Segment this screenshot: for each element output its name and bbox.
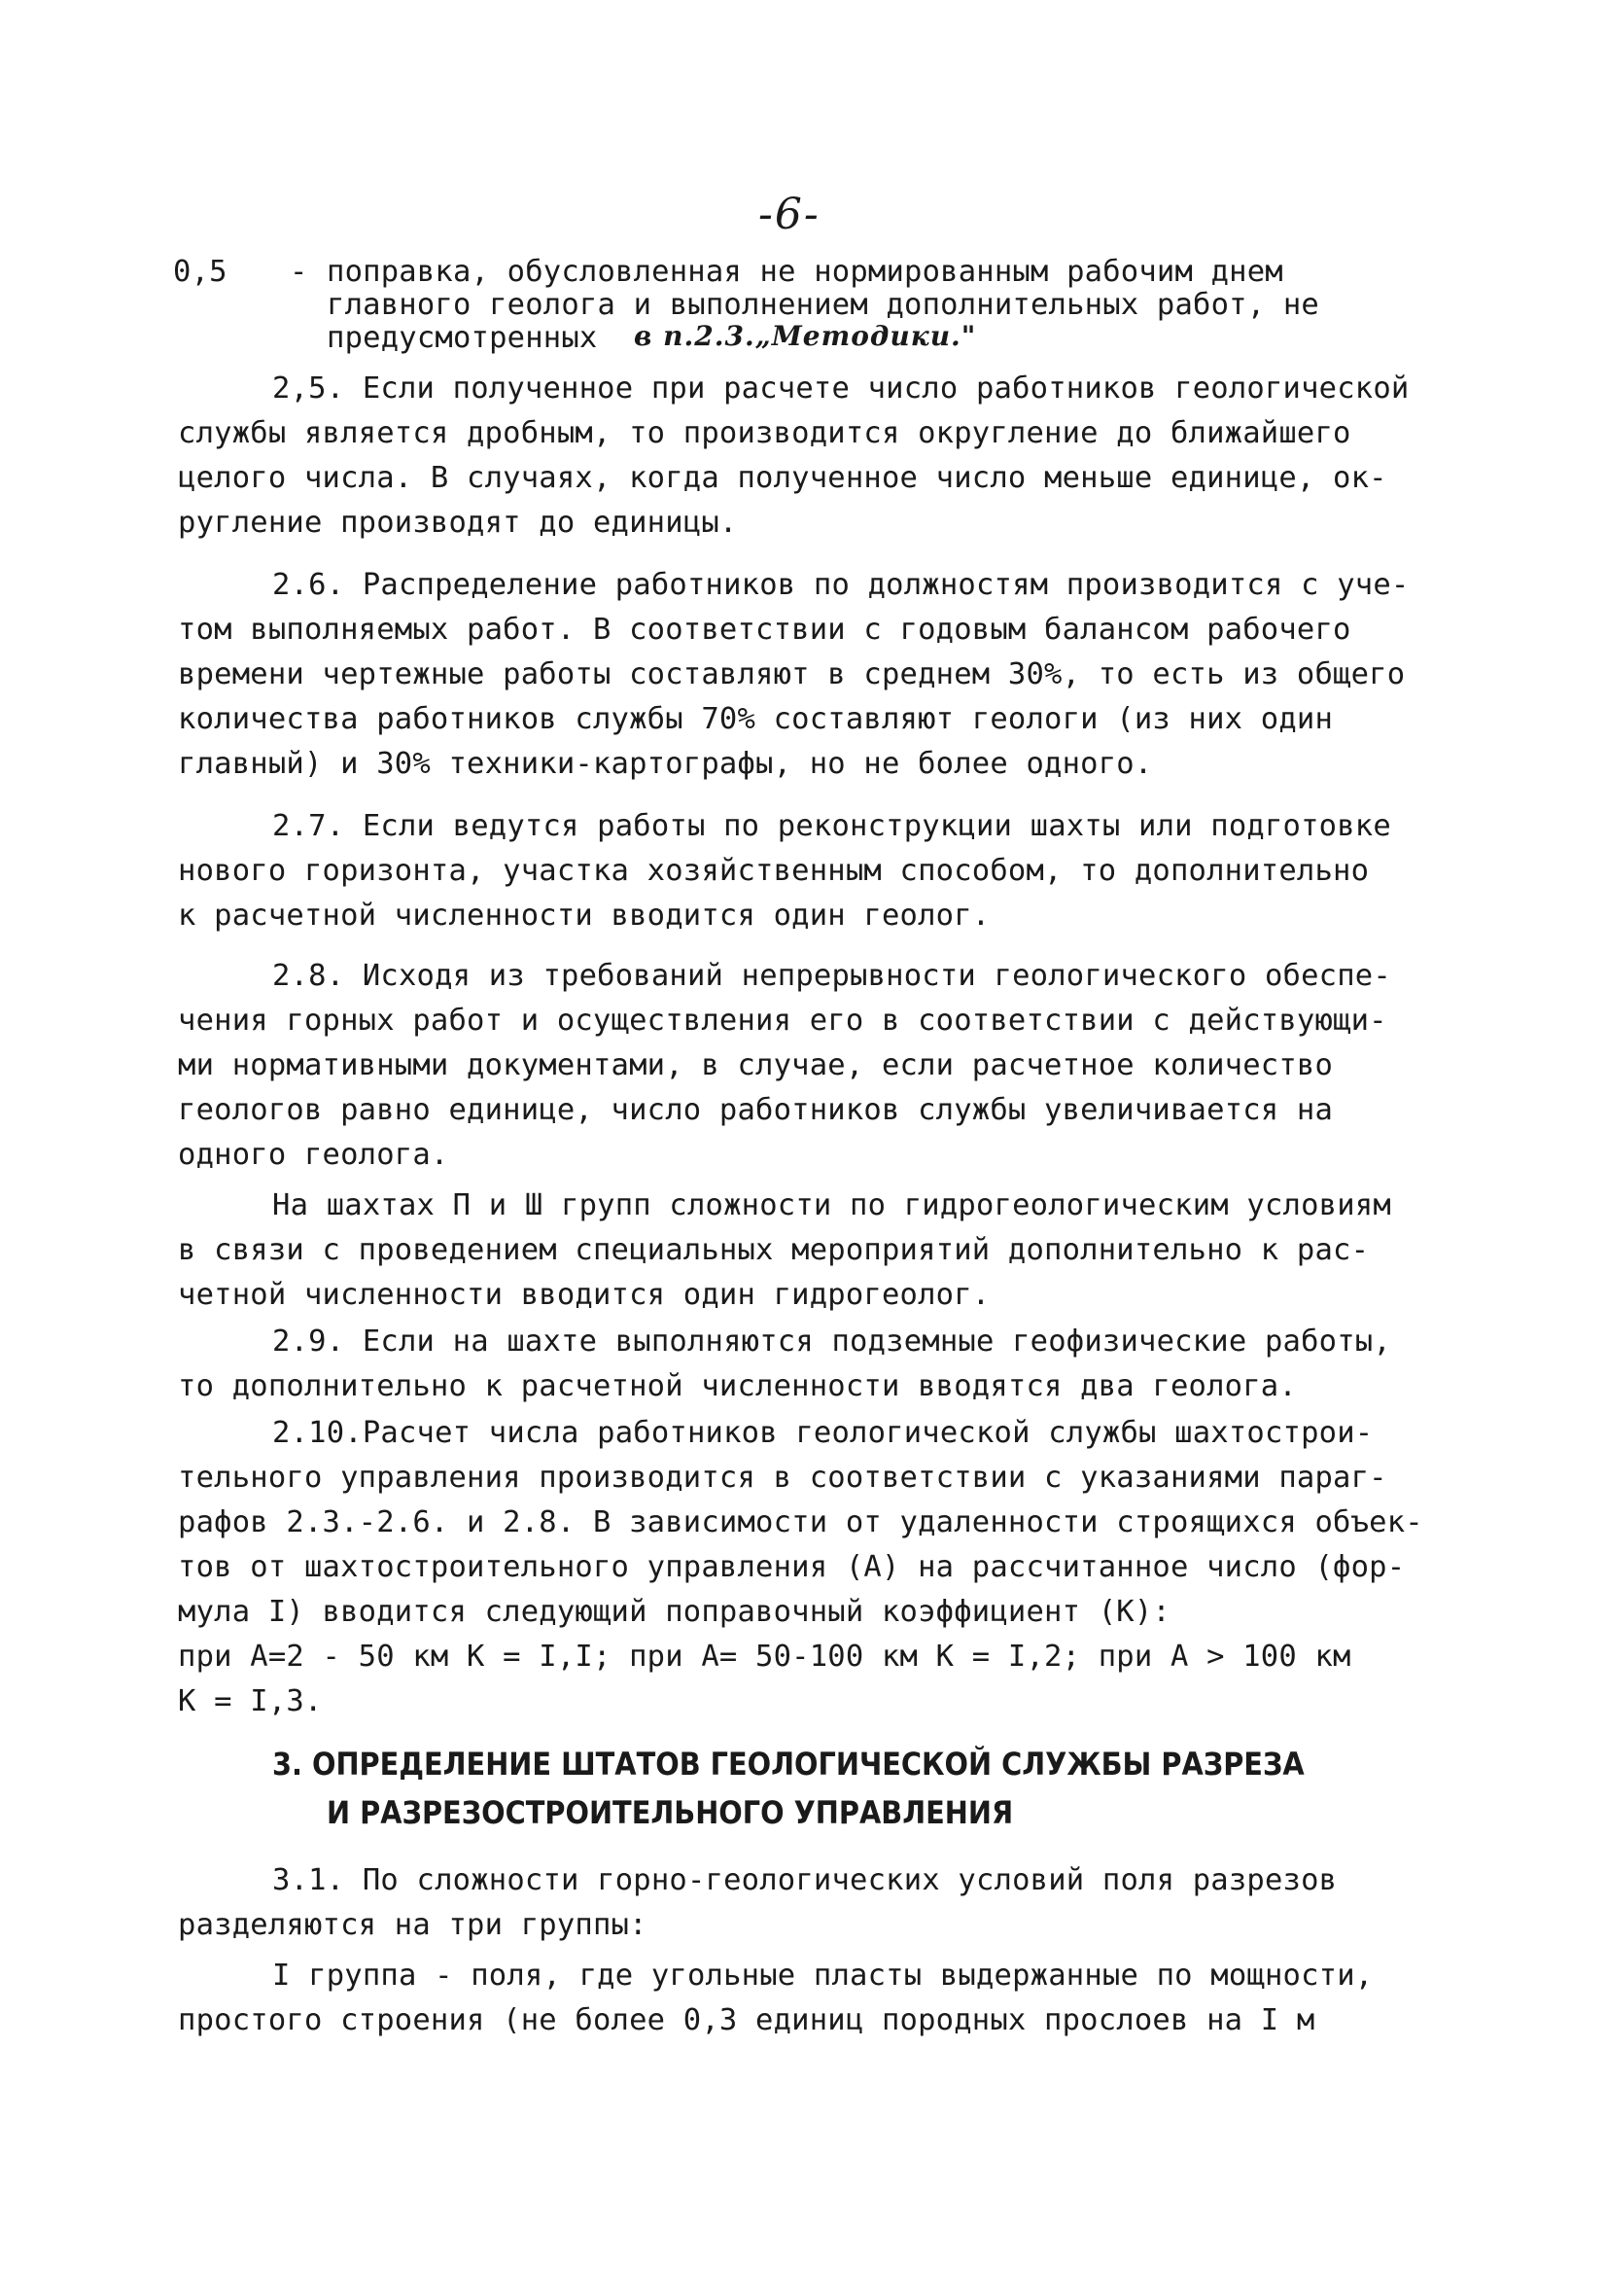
paragraph-2-10-line: 2.10.Расчет числа работников геологической службы шахтострои- bbox=[272, 1416, 1374, 1450]
paragraph-2-10-line: К = I,3. bbox=[178, 1684, 323, 1718]
paragraph-2-7-line: нового горизонта, участка хозяйственным способом, то дополнительно bbox=[178, 854, 1370, 888]
paragraph-hydro-line: четной численности вводится один гидрогеолог. bbox=[178, 1278, 991, 1312]
section-3-heading: 3. ОПРЕДЕЛЕНИЕ ШТАТОВ ГЕОЛОГИЧЕСКОЙ СЛУЖБЫ РАЗРЕЗА bbox=[272, 1746, 1305, 1783]
paragraph-2-8-line: 2.8. Исходя из требований непрерывности геологического обеспе- bbox=[272, 959, 1391, 993]
paragraph-3-1-line: разделяются на три группы: bbox=[178, 1908, 647, 1942]
paragraph-2-5-line: 2,5. Если полученное при расчете число работников геологической bbox=[272, 371, 1410, 406]
paragraph-2-6-line: 2.6. Распределение работников по должностям производится с уче- bbox=[272, 568, 1410, 602]
correction-line: поправка, обусловленная не нормированным рабочим днем bbox=[327, 255, 1283, 289]
correction-line: предусмотренных bbox=[327, 321, 598, 355]
paragraph-2-10-line: тов от шахтостроительного управления (А) на рассчитанное число (фор- bbox=[178, 1550, 1406, 1584]
section-3-heading: И РАЗРЕЗОСТРОИТЕЛЬНОГО УПРАВЛЕНИЯ bbox=[327, 1794, 1014, 1831]
paragraph-2-6-line: том выполняемых работ. В соответствии с годовым балансом рабочего bbox=[178, 613, 1351, 647]
paragraph-2-10-line: мула I) вводится следующий поправочный коэффициент (К): bbox=[178, 1595, 1170, 1629]
paragraph-2-5-line: целого числа. В случаях, когда полученное число меньше единице, ок- bbox=[178, 461, 1387, 495]
page-number: -6- bbox=[758, 190, 821, 239]
paragraph-2-9-line: то дополнительно к расчетной численности вводятся два геолога. bbox=[178, 1369, 1297, 1403]
paragraph-hydro-line: На шахтах П и Ш групп сложности по гидрогеологическим условиям bbox=[272, 1188, 1391, 1222]
paragraph-2-5-line: службы является дробным, то производится округление до ближайшего bbox=[178, 416, 1351, 450]
paragraph-2-9-line: 2.9. Если на шахте выполняются подземные геофизические работы, bbox=[272, 1325, 1391, 1359]
paragraph-2-8-line: геологов равно единице, число работников службы увеличивается на bbox=[178, 1093, 1334, 1127]
paragraph-hydro-line: в связи с проведением специальных мероприятий дополнительно к рас- bbox=[178, 1233, 1370, 1267]
group-1-line: простого строения (не более 0,3 единиц породных прослоев на I м bbox=[178, 2003, 1315, 2037]
group-1-line: I группа - поля, где угольные пласты выдержанные по мощности, bbox=[272, 1959, 1374, 1993]
paragraph-2-6-line: времени чертежные работы составляют в среднем 30%, то есть из общего bbox=[178, 657, 1406, 691]
paragraph-2-5-line: ругление производят до единицы. bbox=[178, 506, 738, 540]
correction-line: главного геолога и выполнением дополнительных работ, не bbox=[327, 288, 1319, 322]
paragraph-2-6-line: количества работников службы 70% составляют геологи (из них один bbox=[178, 702, 1334, 736]
paragraph-2-7-line: к расчетной численности вводится один геолог. bbox=[178, 899, 991, 933]
paragraph-2-10-line: при А=2 - 50 км К = I,I; при А= 50-100 км К = I,2; при А > 100 км bbox=[178, 1640, 1351, 1674]
paragraph-2-8-line: ми нормативными документами, в случае, если расчетное количество bbox=[178, 1048, 1334, 1082]
paragraph-2-10-line: тельного управления производится в соответствии с указаниями параг- bbox=[178, 1461, 1387, 1495]
paragraph-2-10-line: рафов 2.3.-2.6. и 2.8. В зависимости от удаленности строящихся объек- bbox=[178, 1505, 1423, 1539]
paragraph-2-6-line: главный) и 30% техники-картографы, но не более одного. bbox=[178, 747, 1153, 781]
correction-dash: - bbox=[290, 255, 308, 289]
handwritten-note: в п.2.3.„Методики." bbox=[634, 320, 977, 352]
paragraph-3-1-line: 3.1. По сложности горно-геологических условий поля разрезов bbox=[272, 1863, 1338, 1897]
paragraph-2-8-line: одного геолога. bbox=[178, 1138, 449, 1172]
paragraph-2-7-line: 2.7. Если ведутся работы по реконструкции шахты или подготовке bbox=[272, 809, 1391, 843]
correction-value: 0,5 bbox=[173, 255, 227, 289]
paragraph-2-8-line: чения горных работ и осуществления его в соответствии с действующи- bbox=[178, 1004, 1387, 1038]
